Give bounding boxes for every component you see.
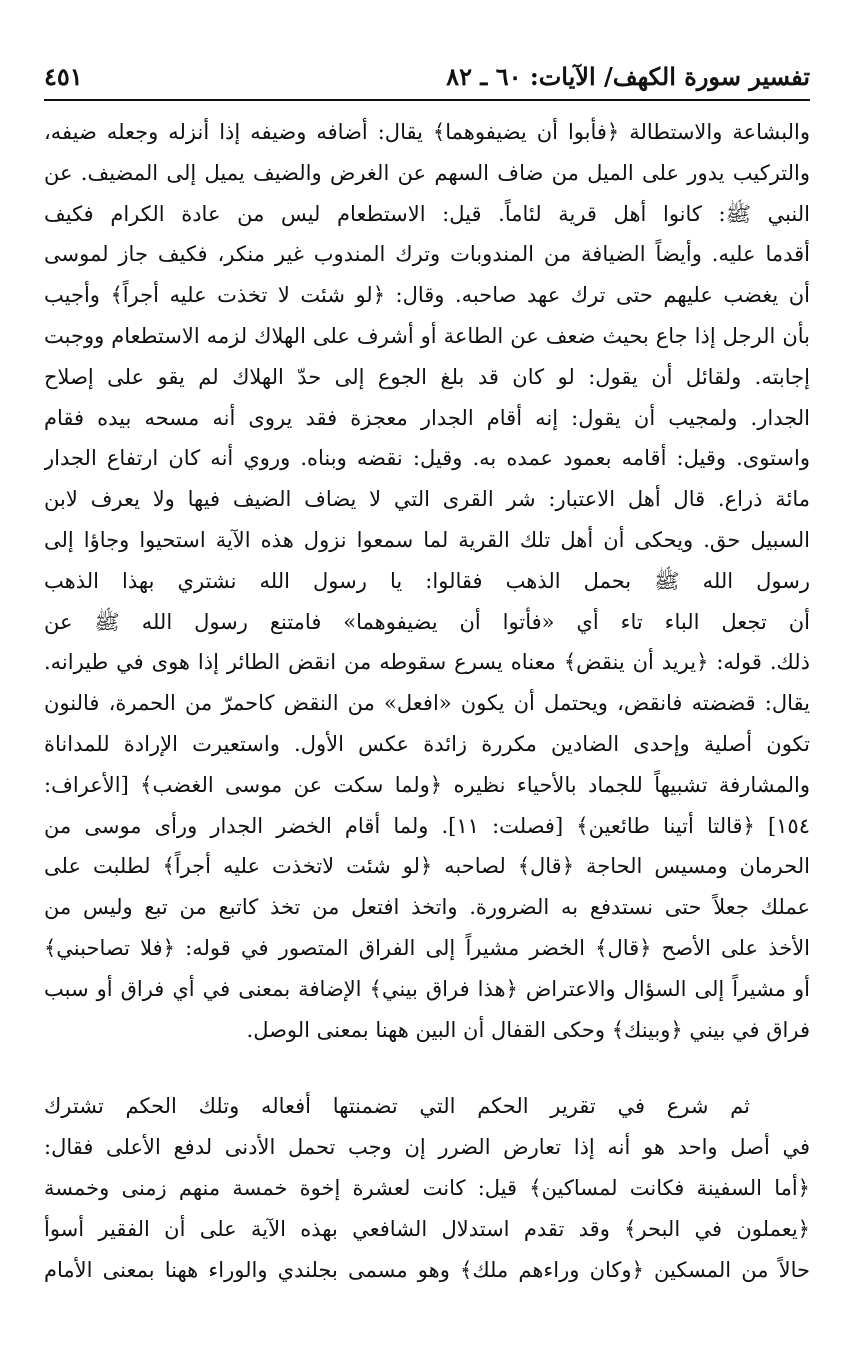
text-line: مائة ذراع. قال أهل الاعتبار: شر القرى التي لا يضاف الضيف فيها ولا يعرف لابن: [44, 487, 810, 512]
text-line: إجابته. ولقائل أن يقول: لو كان قد بلغ الجوع إلى حدّ الهلاك لم يقو على إصلاح: [44, 364, 810, 389]
text-line: ﴿أما السفينة فكانت لمساكين﴾ قيل: كانت لعشرة إخوة خمسة منهم زمنى وخمسة: [44, 1175, 810, 1200]
text-line: أقدما عليه. وأيضاً الضيافة من المندوبات وترك المندوب غير منكر، فكيف جاز لموسى: [44, 242, 810, 267]
text-line: أن يغضب عليهم حتى ترك عهد صاحبه. وقال: ﴿لو شئت لا تخذت عليه أجراً﴾ وأجيب: [44, 283, 810, 308]
header-divider: [44, 99, 810, 101]
text-line: تكون أصلية وإحدى الضادين مكررة زائدة عكس الأول. واستعيرت الإرادة للمداناة: [44, 731, 810, 756]
body-text: [44, 112, 810, 1290]
paragraph-gap: [44, 1050, 810, 1086]
text-line: حالاً من المسكين ﴿وكان وراءهم ملك﴾ وهو مسمى بجلندي والوراء ههنا بمعنى الأمام: [44, 1257, 810, 1282]
paragraph-1: [44, 112, 810, 1050]
text-line: فراق في بيني ﴿وبينك﴾ وحكى القفال أن البين ههنا بمعنى الوصل.: [246, 1017, 810, 1042]
text-line: رسول الله ﷺ بحمل الذهب فقالوا: يا رسول الله نشتري بهذا الذهب: [44, 568, 810, 593]
text-line: الأخذ على الأصح ﴿قال﴾ الخضر مشيراً إلى الفراق المتصور في قوله: ﴿فلا تصاحبني﴾: [44, 935, 810, 960]
text-line: ثم شرع في تقرير الحكم التي تضمنتها أفعاله وتلك الحكم تشترك: [44, 1094, 750, 1119]
text-line: بأن الرجل إذا جاع بحيث ضعف عن الطاعة أو أشرف على الهلاك لزمه الاستطعام ووجبت: [44, 323, 810, 348]
text-line: ﴿يعملون في البحر﴾ وقد تقدم استدلال الشافعي بهذه الآية على أن الفقير أسوأ: [44, 1216, 810, 1241]
running-title: تفسير سورة الكهف/ الآيات: ٦٠ ـ ٨٢: [446, 62, 810, 91]
text-line: السبيل حق. ويحكى أن أهل تلك القرية لما سمعوا نزول هذه الآية استحيوا وجاؤا إلى: [44, 527, 810, 552]
text-line: الجدار. ولمجيب أن يقول: إنه أقام الجدار معجزة فقد يروى أنه مسحه بيده فقام: [44, 405, 810, 430]
page-header: [44, 58, 810, 98]
text-line: ذلك. قوله: ﴿يريد أن ينقض﴾ معناه يسرع سقوطه من انقض الطائر إذا هوى في طيرانه.: [44, 650, 810, 675]
text-line: أن تجعل الباء تاء أي «فأتوا أن يضيفوهما» فامتنع رسول الله ﷺ عن: [44, 609, 810, 634]
text-line: والتركيب يدور على الميل من ضاف السهم عن الغرض والضيف يميل إلى المضيف. عن: [44, 160, 810, 185]
page-number: ٤٥١: [44, 62, 83, 91]
text-line: والمشارفة تشبيهاً للجماد بالأحياء نظيره ﴿ولما سكت عن موسى الغضب﴾ [الأعراف:: [44, 772, 810, 797]
text-line: والبشاعة والاستطالة ﴿فأبوا أن يضيفوهما﴾ يقال: أضافه وضيفه إذا أنزله وجعله ضيفه،: [44, 120, 810, 144]
text-line: ١٥٤] ﴿قالتا أتينا طائعين﴾ [فصلت: ١١]. ولما أقام الخضر الجدار ورأى موسى من: [44, 813, 810, 838]
text-line: النبي ﷺ: كانوا أهل قرية لئاماً. قيل: الاستطعام ليس من عادة الكرام فكيف: [44, 201, 810, 226]
paragraph-2: [44, 1086, 810, 1290]
text-line: الحرمان ومسيس الحاجة ﴿قال﴾ لصاحبه ﴿لو شئت لاتخذت عليه أجراً﴾ لطلبت على: [44, 854, 810, 879]
text-line: عملك جعلاً حتى نستدفع به الضرورة. واتخذ افتعل من تخذ كاتبع من تبع وليس من: [44, 895, 810, 920]
text-line: في أصل واحد هو أنه إذا تعارض الضرر إن وجب تحمل الأدنى لدفع الأعلى فقال:: [44, 1135, 810, 1160]
text-line: واستوى. وقيل: أقامه بعمود عمده به. وقيل: نقضه وبناه. وروي أنه كان ارتفاع الجدار: [44, 446, 810, 471]
text-line: يقال: قضضته فانقض، ويحتمل أن يكون «افعل» من النقض كاحمرّ من الحمرة، فالنون: [44, 691, 810, 716]
text-line: أو مشيراً إلى السؤال والاعتراض ﴿هذا فراق بيني﴾ الإضافة بمعنى في أي فراق أو سبب: [44, 976, 810, 1001]
